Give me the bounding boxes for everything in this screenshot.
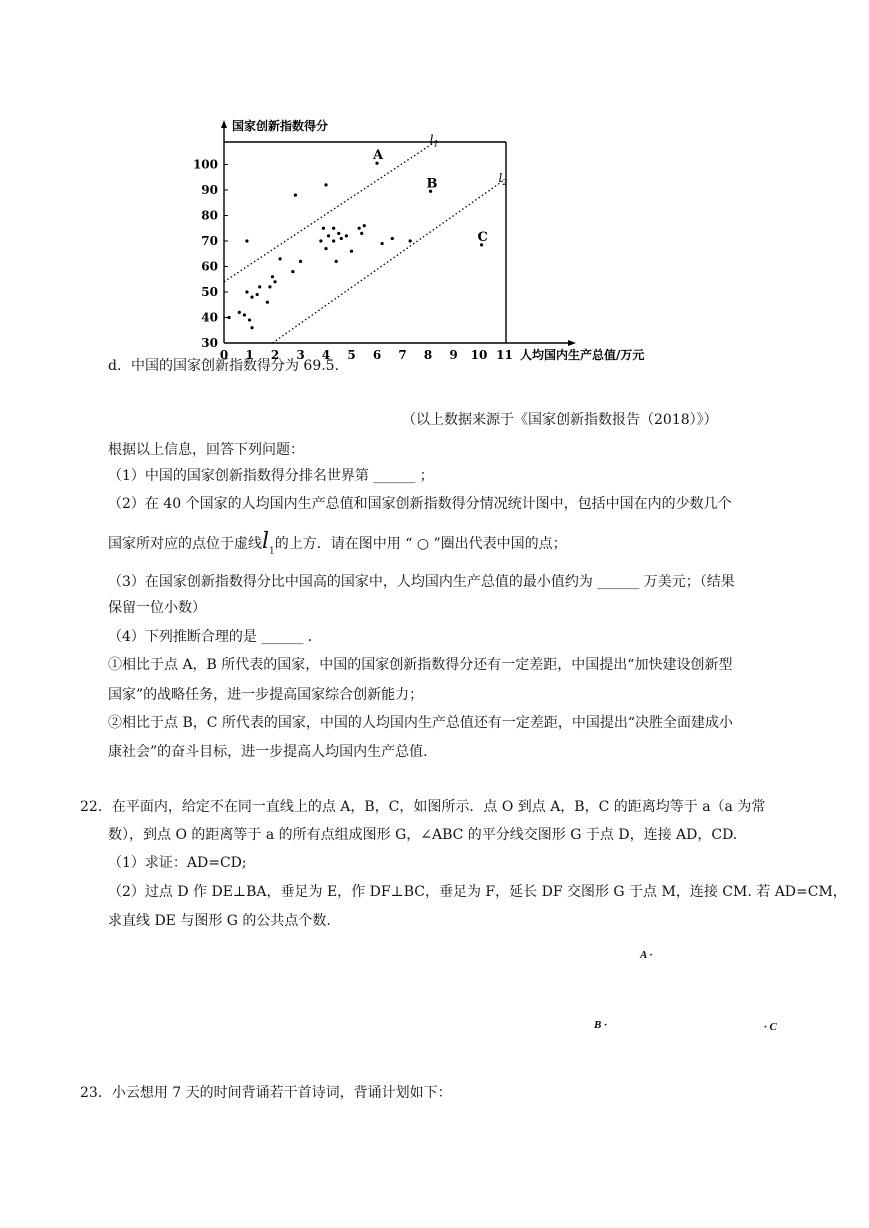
l1-subscript: 1 xyxy=(269,546,275,557)
line-label-sub: 2 xyxy=(502,177,508,187)
data-point xyxy=(319,239,322,242)
line-label-l1: $l_1$ xyxy=(429,132,439,149)
data-point xyxy=(324,183,327,186)
problem-22-q2-line2: 求直线 DE 与图形 G 的公共点个数. xyxy=(108,913,331,929)
problem-22-line2: 数），到点 O 的距离等于 a 的所有点组成图形 G，∠ABC 的平分线交图形 G 于点 D，连接 AD，CD. xyxy=(108,827,738,843)
question-2-line1: （2）在 40 个国家的人均国内生产总值和国家创新指数得分情况统计图中，包括中国在内的少数几个 xyxy=(108,496,732,512)
l1-letter: l xyxy=(262,529,270,554)
x-tick-label: 4 xyxy=(321,348,331,362)
data-point xyxy=(322,227,325,230)
x-tick-label: 3 xyxy=(296,348,305,362)
data-point xyxy=(228,316,231,319)
data-point xyxy=(363,224,366,227)
data-point xyxy=(335,260,338,263)
x-tick-label: 0 xyxy=(219,348,229,362)
y-tick-label: 100 xyxy=(192,157,218,172)
data-point xyxy=(238,311,241,314)
problem-22-q1: （1）求证：AD=CD; xyxy=(108,855,247,871)
data-point xyxy=(250,296,253,299)
y-axis-label: 国家创新指数得分 xyxy=(232,119,329,133)
x-tick-label: 10 xyxy=(470,348,488,362)
data-point xyxy=(268,285,271,288)
y-tick-label: 60 xyxy=(201,259,218,274)
data-point xyxy=(250,326,253,329)
x-tick-label: 2 xyxy=(270,348,280,362)
line-label-sub: 1 xyxy=(433,139,439,149)
data-point xyxy=(337,232,340,235)
data-point xyxy=(332,227,335,230)
data-point xyxy=(245,239,248,242)
x-tick-label: 8 xyxy=(423,348,433,362)
point-a-label: A · xyxy=(640,949,653,961)
option-2-line2: 康社会”的奋斗目标，进一步提高人均国内生产总值. xyxy=(108,744,428,760)
labeled-point-text-B: B xyxy=(426,176,438,192)
question-3-line2: 保留一位小数） xyxy=(108,600,206,616)
data-point xyxy=(291,270,294,273)
option-1-line2: 国家”的战略任务，进一步提高国家综合创新能力； xyxy=(108,687,424,703)
y-tick-label: 30 xyxy=(201,336,218,350)
data-point xyxy=(271,275,274,278)
y-tick-label: 90 xyxy=(201,183,218,197)
question-3-line1: （3）在国家创新指数得分比中国高的国家中，人均国内生产总值的最小值约为 ______ 万美元；（结果 xyxy=(108,574,735,590)
question-1: （1）中国的国家创新指数得分排名世界第 ______ ； xyxy=(108,468,434,484)
q2-text-c: ”圈出代表中国的点； xyxy=(429,536,567,552)
question-2-line2 xyxy=(108,529,567,561)
data-point xyxy=(273,280,276,283)
point-c-label: · C xyxy=(764,1021,777,1033)
y-tick-label: 80 xyxy=(201,208,218,223)
l1-symbol xyxy=(262,529,275,557)
data-point xyxy=(245,290,248,293)
q2-text-a: 国家所对应的点位于虚线 xyxy=(108,536,262,552)
data-point xyxy=(381,242,384,245)
data-point xyxy=(340,237,343,240)
y-tick-label: 70 xyxy=(201,234,218,248)
x-axis-label: 人均国内生产总值/万元 xyxy=(520,348,645,362)
data-point xyxy=(350,250,353,253)
option-2-line1: ②相比于点 B，C 所代表的国家，中国的人均国内生产总值还有一定差距，中国提出“决胜全面建成小 xyxy=(108,715,734,731)
question-4: （4）下列推断合理的是 ______ ． xyxy=(108,629,322,645)
data-point xyxy=(327,234,330,237)
dotted-line-l2 xyxy=(272,180,504,343)
point-b-label: B · xyxy=(594,1019,607,1031)
problem-22-line1: 22．在平面内，给定不在同一直线上的点 A，B，C，如图所示．点 O 到点 A，B，C 的距离均等于 a（a 为常 xyxy=(80,799,766,815)
x-tick-label: 11 xyxy=(496,348,513,362)
x-axis-arrow xyxy=(568,340,576,346)
data-point xyxy=(345,234,348,237)
data-point xyxy=(358,227,361,230)
data-point xyxy=(324,247,327,250)
circle-glyph: ○ xyxy=(416,536,430,552)
data-point xyxy=(258,285,261,288)
item-d: d．中国的国家创新指数得分为 69.5. xyxy=(108,358,340,374)
labeled-point-text-C: C xyxy=(477,229,488,245)
data-point xyxy=(360,232,363,235)
x-tick-label: 9 xyxy=(449,348,458,362)
option-1-line1: ①相比于点 A，B 所代表的国家，中国的国家创新指数得分还有一定差距，中国提出“加快建设创新型 xyxy=(108,657,733,673)
problem-23-line1: 23．小云想用 7 天的时间背诵若干首诗词，背诵计划如下： xyxy=(80,1085,452,1101)
y-tick-label: 40 xyxy=(201,310,218,325)
x-tick-label: 5 xyxy=(347,348,356,362)
data-source: （以上数据来源于《国家创新指数报告（2018）》） xyxy=(402,412,718,428)
data-point xyxy=(299,260,302,263)
x-tick-label: 7 xyxy=(398,348,407,362)
y-tick-label: 50 xyxy=(201,285,218,299)
data-point xyxy=(409,239,412,242)
labeled-point-text-A: A xyxy=(373,148,384,164)
data-point xyxy=(294,194,297,197)
q2-text-b: 的上方．请在图中用 “ xyxy=(274,536,417,552)
data-point xyxy=(279,257,282,260)
x-tick-label: 1 xyxy=(245,348,254,362)
data-point xyxy=(248,318,251,321)
scatter-chart xyxy=(192,112,676,372)
data-point xyxy=(256,293,259,296)
line-label-l2: $l_2$ xyxy=(498,170,508,187)
y-axis-arrow xyxy=(221,120,227,128)
data-point xyxy=(332,239,335,242)
prompt-text: 根据以上信息，回答下列问题： xyxy=(108,442,304,458)
data-point xyxy=(391,237,394,240)
problem-22-q2-line1: （2）过点 D 作 DE⊥BA，垂足为 E，作 DF⊥BC，垂足为 F，延长 DF 交图形 G 于点 M，连接 CM. 若 AD=CM， xyxy=(108,884,847,900)
x-tick-label: 6 xyxy=(372,348,382,362)
data-point xyxy=(266,301,269,304)
data-point xyxy=(243,313,246,316)
